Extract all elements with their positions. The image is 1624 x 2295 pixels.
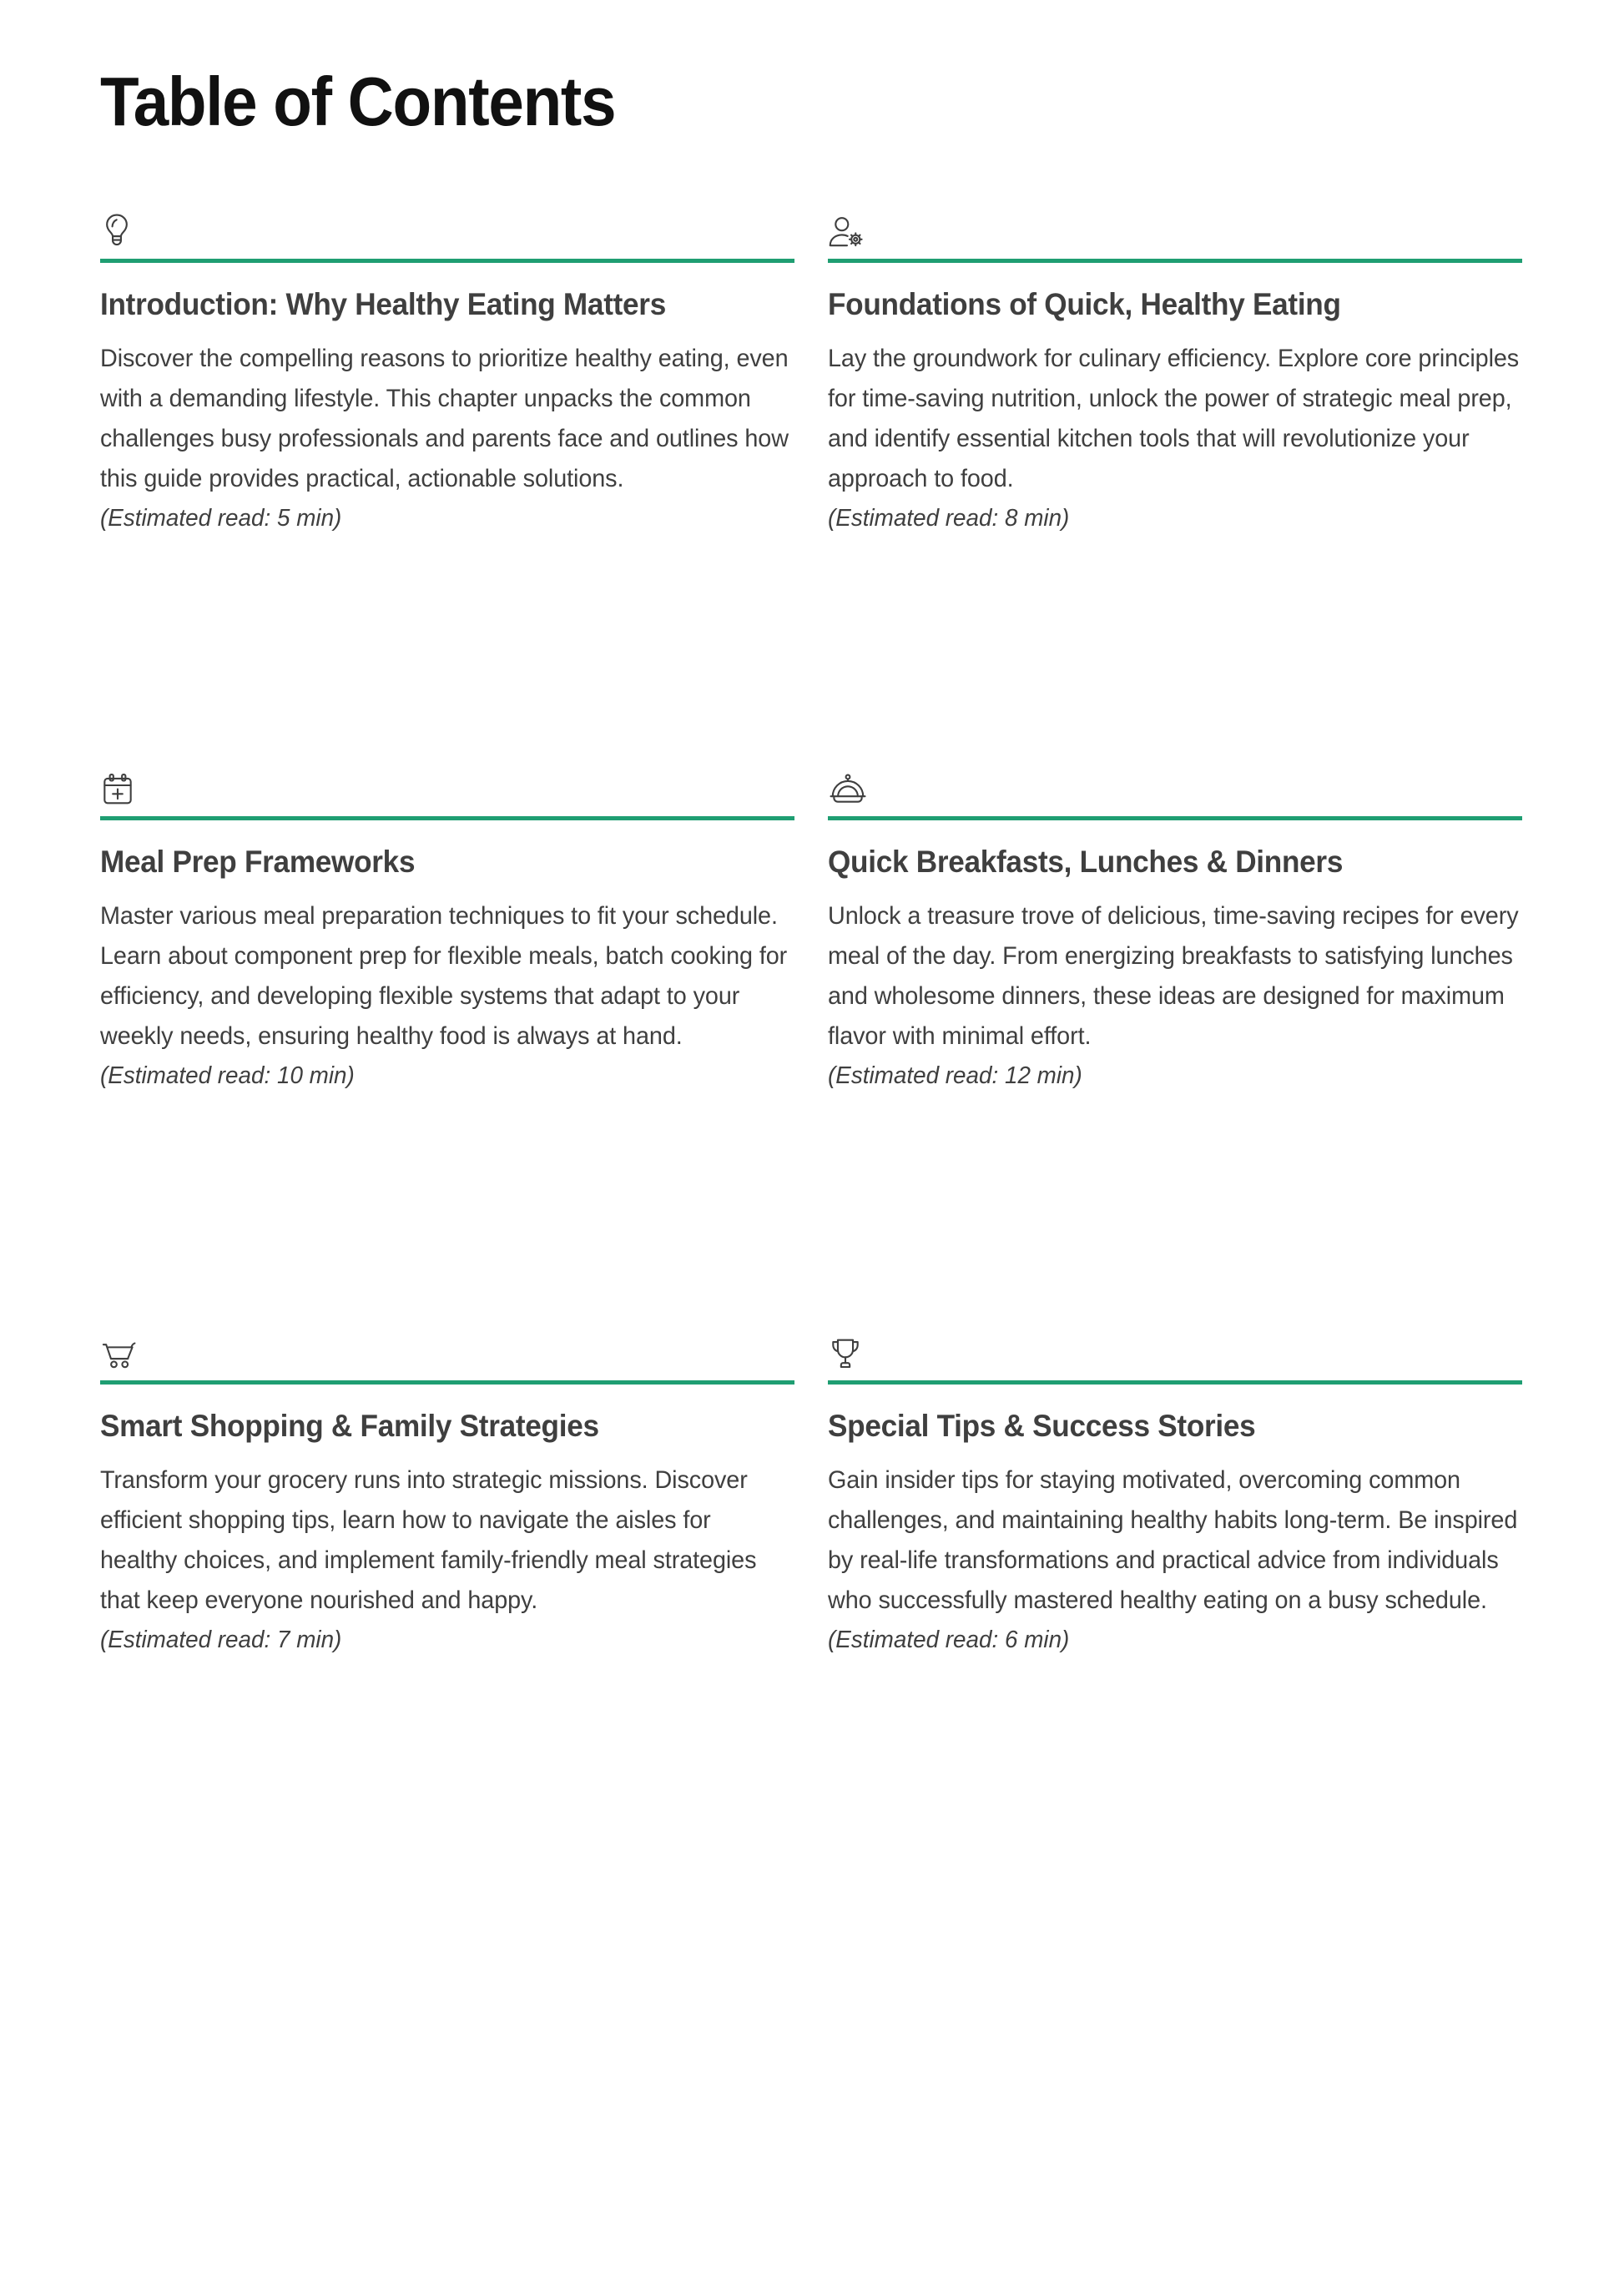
entry-description: Unlock a treasure trove of delicious, time-saving recipes for every meal of the day. From energizing breakfasts to satisfying lunches and wholesome dinners, these ideas are designed for maximum flavor with minimal effort. <box>828 902 1519 1051</box>
user-cog-icon <box>828 209 1522 250</box>
shopping-cart-icon <box>100 1330 794 1372</box>
entry-read-time: (Estimated read: 6 min) <box>828 1627 1070 1654</box>
entry-heading: Introduction: Why Healthy Eating Matters <box>100 286 666 321</box>
entry-description: Master various meal preparation techniques to fit your schedule. Learn about component prep for flexible meals, batch cooking for efficiency, and developing flexible systems that adapt to your weekly needs, ensuring healthy food is always at hand. <box>100 902 788 1051</box>
entry-heading: Quick Breakfasts, Lunches & Dinners <box>828 844 1344 879</box>
lightbulb-icon <box>100 209 794 250</box>
entry-read-time: (Estimated read: 8 min) <box>828 505 1070 532</box>
toc-entry[interactable] <box>100 1330 794 1707</box>
entry-divider <box>828 816 1522 820</box>
entry-read-time: (Estimated read: 5 min) <box>100 505 342 532</box>
entry-divider <box>828 259 1522 263</box>
entry-heading: Special Tips & Success Stories <box>828 1408 1256 1443</box>
toc-entry-grid <box>100 209 1521 1707</box>
toc-entry[interactable] <box>828 766 1522 1330</box>
toc-entry[interactable] <box>100 766 794 1330</box>
toc-entry[interactable] <box>828 1330 1522 1707</box>
entry-description: Lay the groundwork for culinary efficiency. Explore core principles for time-saving nutrition, unlock the power of strategic meal prep, and identify essential kitchen tools that will revolutionize your approach to food. <box>828 345 1520 493</box>
entry-description: Gain insider tips for staying motivated, overcoming common challenges, and maintaining healthy habits long-term. Be inspired by real-life transformations and practical advice from individuals who successfully mastered healthy eating on a busy schedule. <box>828 1466 1518 1615</box>
toc-entry[interactable] <box>100 209 794 766</box>
entry-heading: Foundations of Quick, Healthy Eating <box>828 286 1341 321</box>
entry-read-time: (Estimated read: 7 min) <box>100 1627 342 1654</box>
entry-divider <box>100 1380 794 1385</box>
entry-description: Transform your grocery runs into strategic missions. Discover efficient shopping tips, learn how to navigate the aisles for healthy choices, and implement family-friendly meal strategies that keep everyone nourished and happy. <box>100 1466 757 1615</box>
entry-heading: Meal Prep Frameworks <box>100 844 416 879</box>
entry-read-time: (Estimated read: 10 min) <box>100 1062 355 1090</box>
serving-dome-icon <box>828 766 1522 808</box>
entry-read-time: (Estimated read: 12 min) <box>828 1062 1082 1090</box>
entry-description: Discover the compelling reasons to prioritize healthy eating, even with a demanding lifestyle. This chapter unpacks the common challenges busy professionals and parents face and outlines how this guide provides practical, actionable solutions. <box>100 345 789 493</box>
page-title: Table of Contents <box>100 63 616 140</box>
toc-entry[interactable] <box>828 209 1522 766</box>
entry-divider <box>828 1380 1522 1385</box>
entry-heading: Smart Shopping & Family Strategies <box>100 1408 599 1443</box>
entry-divider <box>100 816 794 820</box>
calendar-plus-icon <box>100 766 794 808</box>
entry-divider <box>100 259 794 263</box>
trophy-icon <box>828 1330 1522 1372</box>
